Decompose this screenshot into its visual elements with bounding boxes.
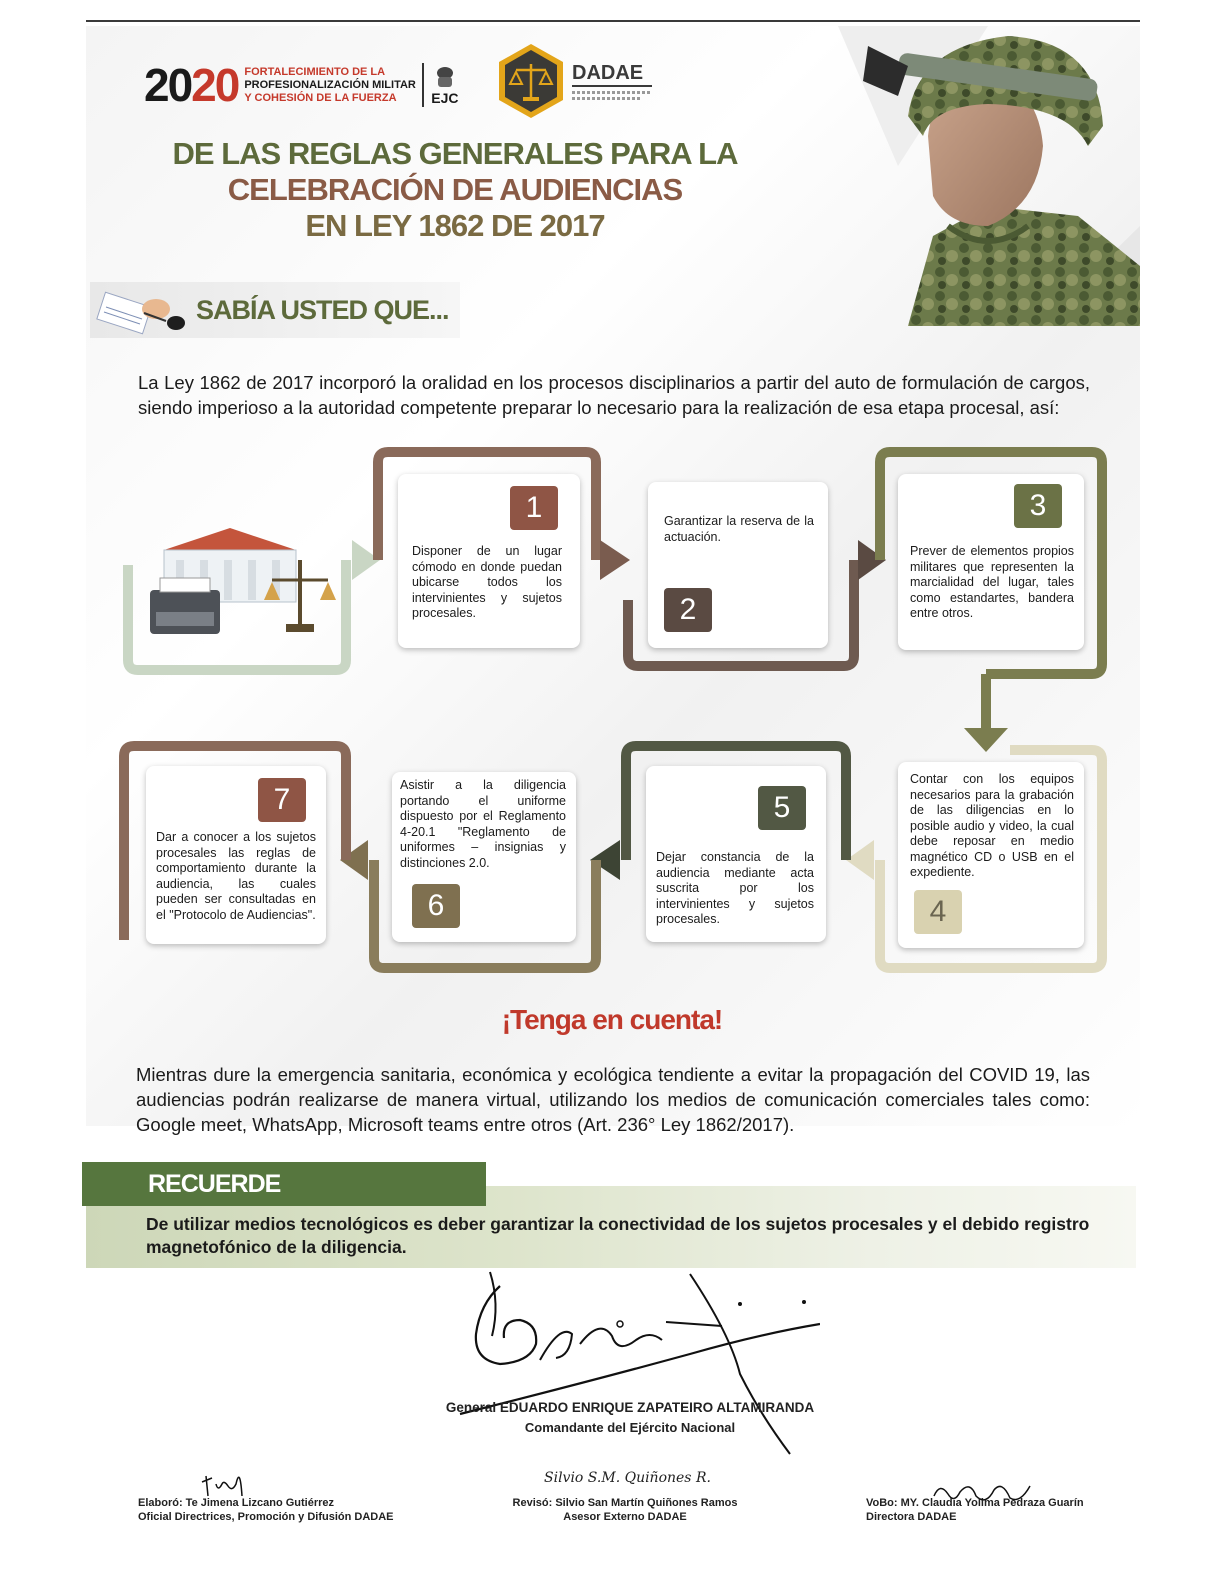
title-line-3: EN LEY 1862 DE 2017: [305, 208, 605, 243]
step-text-4: Contar con los equipos necesarios para la grabación de las diligencias en lo posible audio y video, la cual debe reposar en medio magnético CD o USB en el expediente.: [910, 772, 1074, 879]
step-card-3: [898, 474, 1084, 650]
covid-paragraph: Mientras dure la emergencia sanitaria, económica y ecológica tendiente a evitar la propagación del COVID 19, las audiencias podrán realizarse de manera virtual, utilizando los medios de comunicación comerciales tales como: Google meet, WhatsApp, Microsoft teams entre otros (Art. 236° Ley 1862/2017).: [136, 1064, 1090, 1135]
step-card-5: [646, 766, 826, 942]
title-line-2: CELEBRACIÓN DE AUDIENCIAS: [227, 172, 683, 207]
dadae-subtitle-lines: [572, 97, 642, 100]
step-card-7: [146, 766, 326, 944]
top-rule: [86, 20, 1140, 22]
step-card-4: [898, 762, 1084, 948]
step-number-1: 1: [510, 486, 558, 530]
logo-year-part-a: 20: [144, 59, 192, 111]
notice-heading: ¡Tenga en cuenta!: [501, 1004, 723, 1035]
logo-tagline: [244, 66, 416, 105]
footer-vobo-line: VoBo: MY. Claudia Yolima Pedraza Guarín: [866, 1497, 1084, 1509]
intro-paragraph: La Ley 1862 de 2017 incorporó la oralidad en los procesos disciplinarios a partir del auto de formulación de cargos, siendo imperioso a la autoridad competente preparar lo necesario para la realización de esa etapa procesal, así:: [138, 372, 1090, 418]
section-banner-sabia: [90, 282, 460, 338]
footer-reviso-line: Asesor Externo DADAE: [563, 1511, 687, 1523]
step-text-3: Prever de elementos propios militares que representen la marcialidad del lugar, tales como estandartes, bandera entre otros.: [910, 544, 1074, 620]
page-title: [150, 136, 760, 244]
recuerde-header: [82, 1162, 486, 1206]
step-number-2: 2: [664, 588, 712, 632]
section-label: SABÍA USTED QUE...: [196, 294, 449, 325]
footer-vobo-line: Directora DADAE: [866, 1511, 957, 1523]
recuerde-label: RECUERDE: [148, 1169, 281, 1198]
dadae-subtitle-lines: [572, 91, 652, 94]
step-card-1: [398, 474, 580, 648]
step-number-6: 6: [412, 884, 460, 928]
courthouse-typewriter-scales-image: [140, 520, 340, 640]
step-number-4: 4: [914, 890, 962, 934]
step-text-6: Asistir a la diligencia portando el uniforme dispuesto por el Reglamento 4-20.1 "Reglamento de uniformes – insignias y distinciones 2.0.: [400, 778, 566, 870]
signatory-name: General EDUARDO ENRIQUE ZAPATEIRO ALTAMIRANDA: [445, 1400, 815, 1415]
step-text-5: Dejar constancia de la audiencia mediante acta suscrita por los intervinientes y sujetos procesales.: [656, 850, 814, 926]
step-text-2: Garantizar la reserva de la actuación.: [664, 514, 814, 544]
reviso-signature: Silvio S.M. Quiñones R.: [544, 1470, 711, 1486]
ejc-text: EJC: [431, 90, 459, 106]
footer-elaboro-line: Elaboró: Te Jimena Lizcano Gutiérrez: [138, 1497, 335, 1509]
step-card-6: [392, 772, 576, 942]
title-line-1: DE LAS REGLAS GENERALES PARA LA: [172, 136, 738, 171]
logo-tagline-line: FORTALECIMIENTO DE LA: [244, 65, 386, 78]
logo-separator: [422, 63, 424, 107]
dadae-text-block: [572, 62, 652, 100]
logo-2020: [144, 58, 460, 112]
logo-tagline-line: PROFESIONALIZACIÓN MILITAR: [244, 78, 416, 91]
step-number-7: 7: [258, 778, 306, 822]
step-number-3: 3: [1014, 484, 1062, 528]
scales-of-justice-hexagon-icon: [496, 42, 566, 120]
dadae-name: DADAE: [572, 62, 652, 87]
dadae-logo: [496, 42, 652, 120]
logo-year-part-b: 20: [191, 59, 239, 111]
writing-hand-icon: [94, 285, 190, 335]
footer-vobo: [866, 1496, 1084, 1524]
soldier-emblem-icon: [430, 64, 460, 90]
footer-elaboro-line: Oficial Directrices, Promoción y Difusión DADAE: [138, 1511, 394, 1523]
ejc-logo: [430, 64, 460, 106]
footer-elaboro: [138, 1496, 394, 1524]
step-number-5: 5: [758, 786, 806, 830]
signatory-role: Comandante del Ejército Nacional: [524, 1420, 736, 1435]
footer-reviso: [512, 1496, 738, 1524]
step-card-2: [648, 482, 828, 648]
soldier-portrait-image: [838, 26, 1140, 326]
step-text-1: Disponer de un lugar cómodo en donde puedan ubicarse todos los intervinientes y sujetos procesales.: [412, 544, 562, 620]
step-text-7: Dar a conocer a los sujetos procesales las reglas de comportamiento durante la audiencia, las cuales pueden ser consultadas en el "Protocolo de Audiencias".: [156, 830, 316, 922]
recuerde-text: De utilizar medios tecnológicos es deber garantizar la conectividad de los sujetos procesales y el debido registro magnetofónico de la diligencia.: [146, 1214, 1090, 1257]
logo-tagline-line: Y COHESIÓN DE LA FUERZA: [244, 91, 397, 104]
footer-reviso-line: Revisó: Silvio San Martín Quiñones Ramos: [512, 1497, 738, 1509]
